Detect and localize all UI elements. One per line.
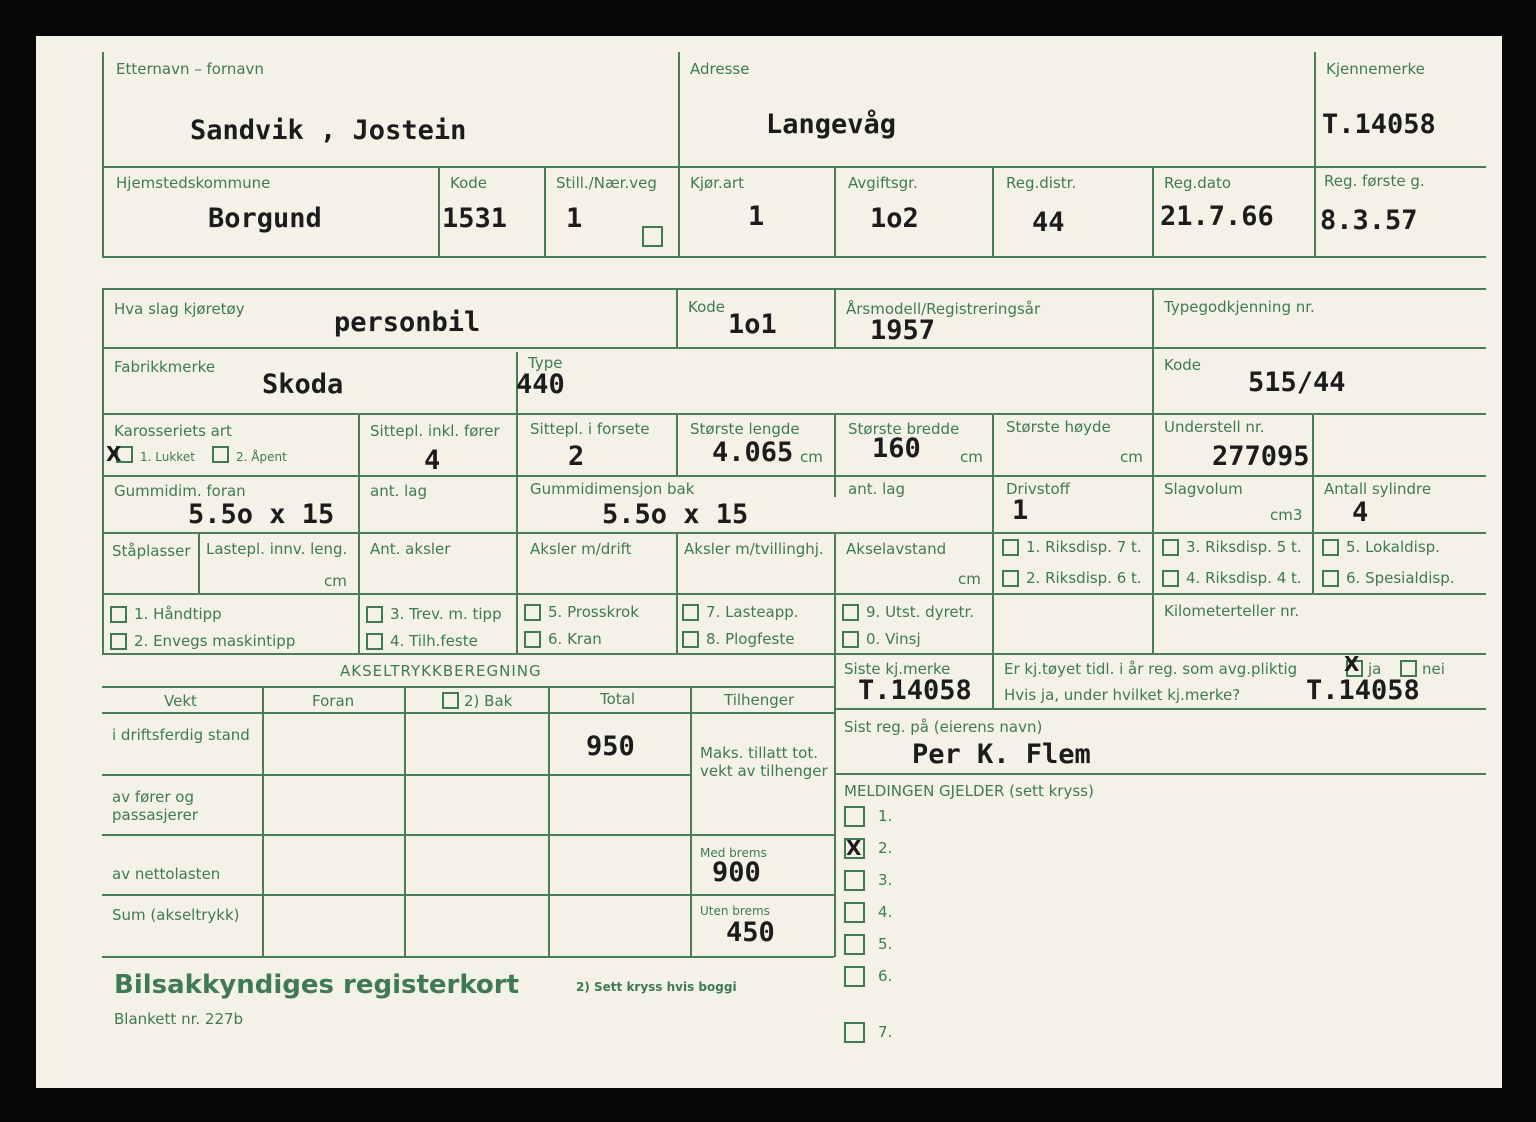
fee-group-value: 1o2 xyxy=(870,203,919,234)
rule xyxy=(1152,593,1154,654)
machine-tip-checkbox[interactable] xyxy=(110,633,127,650)
riksdisp-2-checkbox[interactable] xyxy=(1002,570,1019,587)
message-5-label: 5. xyxy=(878,935,893,953)
last-owner-value: Per K. Flem xyxy=(912,739,1091,770)
seats-label: Sittepl. inkl. fører xyxy=(370,422,500,440)
reg-district-label: Reg.distr. xyxy=(1006,174,1077,192)
wheelbase-label: Akselavstand xyxy=(846,540,947,558)
position-checkbox[interactable] xyxy=(642,226,663,247)
yes-label: ja xyxy=(1368,660,1382,678)
curb-weight-total: 950 xyxy=(586,731,635,762)
rule xyxy=(102,712,834,714)
rule xyxy=(690,686,692,957)
rule xyxy=(404,686,406,957)
rule xyxy=(198,532,200,594)
riksdisp-2-label: 2. Riksdisp. 6 t. xyxy=(1026,569,1142,587)
vehicle-kind-label: Hva slag kjøretøy xyxy=(114,300,245,318)
rule xyxy=(102,166,1486,168)
message-label: MELDINGEN GJELDER (sett kryss) xyxy=(844,782,1094,800)
without-brakes-label: Uten brems xyxy=(700,904,770,918)
driving-type-value: 1 xyxy=(748,201,765,232)
length-label: Største lengde xyxy=(690,420,800,438)
sum-label: Sum (akseltrykk) xyxy=(112,906,240,924)
crane-label: 6. Kran xyxy=(548,630,602,648)
chassis-value: 277095 xyxy=(1212,441,1310,472)
plate-value: T.14058 xyxy=(1322,109,1436,140)
riksdisp-3-checkbox[interactable] xyxy=(1162,539,1179,556)
address-value: Langevåg xyxy=(766,109,897,140)
message-7-checkbox[interactable] xyxy=(844,1022,865,1043)
driving-type-label: Kjør.art xyxy=(690,174,744,192)
rule xyxy=(102,256,1486,258)
make-value: Skoda xyxy=(262,369,344,400)
rear-col-header: 2) Bak xyxy=(464,692,513,710)
rule xyxy=(676,413,678,476)
message-2-check-mark: X xyxy=(846,836,862,860)
message-1-label: 1. xyxy=(878,807,893,825)
message-6-checkbox[interactable] xyxy=(844,966,865,987)
rule xyxy=(834,773,1486,775)
rule xyxy=(992,413,994,535)
rule xyxy=(102,475,1486,477)
wood-tip-label: 3. Trev. m. tipp xyxy=(390,605,502,623)
rule xyxy=(1152,288,1154,532)
height-unit: cm xyxy=(1120,448,1143,466)
last-plate-label: Siste kj.merke xyxy=(844,660,951,678)
rule xyxy=(1312,413,1314,535)
press-hook-label: 5. Prosskrok xyxy=(548,603,639,621)
driven-axles-label: Aksler m/drift xyxy=(530,540,632,558)
rule xyxy=(834,413,836,476)
odometer-label: Kilometerteller nr. xyxy=(1164,602,1300,620)
rule xyxy=(102,686,834,688)
loader-checkbox[interactable] xyxy=(682,604,699,621)
form-number: Blankett nr. 227b xyxy=(114,1010,244,1028)
hand-tip-label: 1. Håndtipp xyxy=(134,605,222,623)
rule xyxy=(438,166,440,257)
surname-value: Sandvik , Jostein xyxy=(190,115,467,146)
rule xyxy=(834,288,836,348)
open-checkbox[interactable] xyxy=(212,446,229,463)
vehicle-code-value: 1o1 xyxy=(728,309,777,340)
with-brakes-label: Med brems xyxy=(700,846,767,860)
bogie-checkbox[interactable] xyxy=(442,692,459,709)
rule xyxy=(102,288,104,654)
closed-label: 1. Lukket xyxy=(140,450,195,464)
first-reg-label: Reg. første g. xyxy=(1324,172,1425,190)
type-value: 440 xyxy=(516,369,565,400)
riksdisp-1-label: 1. Riksdisp. 7 t. xyxy=(1026,538,1142,556)
crane-checkbox[interactable] xyxy=(524,631,541,648)
type-approval-label: Typegodkjenning nr. xyxy=(1164,298,1315,316)
rule xyxy=(102,653,1486,655)
tow-hitch-checkbox[interactable] xyxy=(366,633,383,650)
first-reg-value: 8.3.57 xyxy=(1320,205,1418,236)
message-7-label: 7. xyxy=(878,1023,893,1041)
rule xyxy=(548,686,550,957)
trailer-col-header: Tilhenger xyxy=(724,691,795,709)
load-length-unit: cm xyxy=(324,572,347,590)
reg-date-value: 21.7.66 xyxy=(1160,201,1274,232)
plough-mount-label: 8. Plogfeste xyxy=(706,630,795,648)
hand-tip-checkbox[interactable] xyxy=(110,606,127,623)
card-title: Bilsakkyndiges registerkort xyxy=(114,970,520,1000)
curb-weight-label: i driftsferdig stand xyxy=(112,726,250,744)
rule xyxy=(102,288,1486,290)
rule xyxy=(102,774,692,776)
open-label: 2. Åpent xyxy=(236,450,287,464)
message-1-checkbox[interactable] xyxy=(844,806,865,827)
message-6-label: 6. xyxy=(878,967,893,985)
rule xyxy=(1152,532,1154,594)
rule xyxy=(544,166,546,257)
animal-equipment-checkbox[interactable] xyxy=(842,604,859,621)
previous-plate-value: T.14058 xyxy=(1306,675,1420,706)
message-2-label: 2. xyxy=(878,839,893,857)
rule xyxy=(678,52,680,167)
reg-date-label: Reg.dato xyxy=(1164,174,1232,192)
height-label: Største høyde xyxy=(1006,418,1111,436)
address-label: Adresse xyxy=(690,60,750,78)
rule xyxy=(262,686,264,957)
rule xyxy=(1312,532,1314,594)
make-code-value: 515/44 xyxy=(1248,367,1346,398)
riksdisp-4-checkbox[interactable] xyxy=(1162,570,1179,587)
machine-tip-label: 2. Envegs maskintipp xyxy=(134,632,296,650)
rule xyxy=(834,166,836,257)
body-type-label: Karosseriets art xyxy=(114,422,232,440)
rule xyxy=(102,347,1486,349)
twin-axles-label: Aksler m/tvillinghj. xyxy=(684,540,824,558)
surname-label: Etternavn – fornavn xyxy=(116,60,264,78)
cylinders-label: Antall sylindre xyxy=(1324,480,1432,498)
last-owner-label: Sist reg. på (eierens navn) xyxy=(844,718,1043,736)
total-col-header: Total xyxy=(600,690,636,708)
message-4-label: 4. xyxy=(878,903,893,921)
axle-load-heading: AKSELTRYKKBEREGNING xyxy=(340,662,542,680)
standing-label: Ståplasser xyxy=(112,542,191,560)
with-brakes-value: 900 xyxy=(712,857,761,888)
riksdisp-4-label: 4. Riksdisp. 4 t. xyxy=(1186,569,1302,587)
rule xyxy=(1152,166,1154,257)
driver-passengers-label: av fører og passasjerer xyxy=(112,788,198,824)
rule xyxy=(834,475,836,497)
rule xyxy=(102,52,104,257)
animal-equipment-label: 9. Utst. dyretr. xyxy=(866,603,975,621)
message-4-checkbox[interactable] xyxy=(844,902,865,923)
make-code-label: Kode xyxy=(1164,356,1202,374)
weight-col-header: Vekt xyxy=(164,692,197,710)
vehicle-code-label: Kode xyxy=(688,298,726,316)
rule xyxy=(102,593,1486,595)
cylinders-value: 4 xyxy=(1352,497,1369,528)
plough-mount-checkbox[interactable] xyxy=(682,631,699,648)
closed-check-mark: X xyxy=(106,442,122,466)
wheelbase-unit: cm xyxy=(958,570,981,588)
yes-check-mark: X xyxy=(1344,652,1360,676)
net-load-label: av nettolasten xyxy=(112,865,221,883)
fee-group-label: Avgiftsgr. xyxy=(848,174,918,192)
wood-tip-checkbox[interactable] xyxy=(366,606,383,623)
press-hook-checkbox[interactable] xyxy=(524,604,541,621)
front-col-header: Foran xyxy=(312,692,355,710)
no-label: nei xyxy=(1422,660,1445,678)
local-disp-label: 5. Lokaldisp. xyxy=(1346,538,1440,556)
previous-reg-label: Er kj.tøyet tidl. i år reg. som avg.pliktig xyxy=(1004,660,1298,678)
rule xyxy=(102,894,834,896)
front-tyre-value: 5.5o x 15 xyxy=(188,499,335,530)
plate-label: Kjennemerke xyxy=(1326,60,1425,78)
municipality-code-label: Kode xyxy=(450,174,488,192)
rule xyxy=(676,288,678,348)
rear-tyre-label: Gummidimensjon bak xyxy=(530,480,695,498)
riksdisp-3-label: 3. Riksdisp. 5 t. xyxy=(1186,538,1302,556)
displacement-label: Slagvolum xyxy=(1164,480,1243,498)
position-value: 1 xyxy=(566,203,583,234)
riksdisp-1-checkbox[interactable] xyxy=(1002,539,1019,556)
reg-district-value: 44 xyxy=(1032,207,1065,238)
message-5-checkbox[interactable] xyxy=(844,934,865,955)
chassis-label: Understell nr. xyxy=(1164,418,1265,436)
rear-ply-label: ant. lag xyxy=(848,480,905,498)
without-brakes-value: 450 xyxy=(726,917,775,948)
winch-label: 0. Vinsj xyxy=(866,630,921,648)
rule xyxy=(102,532,1486,534)
registration-card xyxy=(36,36,1502,1088)
special-disp-label: 6. Spesialdisp. xyxy=(1346,569,1455,587)
front-ply-label: ant. lag xyxy=(370,482,427,500)
winch-checkbox[interactable] xyxy=(842,631,859,648)
rule xyxy=(992,653,994,708)
seats-value: 4 xyxy=(424,445,441,476)
message-3-label: 3. xyxy=(878,871,893,889)
fuel-label: Drivstoff xyxy=(1006,480,1070,498)
message-3-checkbox[interactable] xyxy=(844,870,865,891)
municipality-code-value: 1531 xyxy=(442,203,508,234)
bogie-note: 2) Sett kryss hvis boggi xyxy=(576,980,737,994)
displacement-unit: cm3 xyxy=(1270,506,1303,524)
previous-plate-label: Hvis ja, under hvilket kj.merke? xyxy=(1004,686,1241,704)
model-year-value: 1957 xyxy=(870,315,936,346)
load-length-label: Lastepl. innv. leng. xyxy=(206,540,348,558)
front-seats-value: 2 xyxy=(568,441,585,472)
rule xyxy=(834,653,836,957)
width-value: 160 xyxy=(872,433,921,464)
last-plate-value: T.14058 xyxy=(858,675,972,706)
rule xyxy=(102,956,834,958)
length-unit: cm xyxy=(800,448,823,466)
make-label: Fabrikkmerke xyxy=(114,358,216,376)
front-seats-label: Sittepl. i forsete xyxy=(530,420,650,438)
type-label: Type xyxy=(528,354,563,372)
max-trailer-weight-label: Maks. tillatt tot. vekt av tilhenger xyxy=(700,744,828,780)
axle-count-label: Ant. aksler xyxy=(370,540,451,558)
loader-label: 7. Lasteapp. xyxy=(706,603,799,621)
length-value: 4.065 xyxy=(712,437,794,468)
special-disp-checkbox[interactable] xyxy=(1322,570,1339,587)
width-label: Største bredde xyxy=(848,420,960,438)
municipality-value: Borgund xyxy=(208,203,322,234)
fuel-value: 1 xyxy=(1012,495,1029,526)
municipality-label: Hjemstedskommune xyxy=(116,174,271,192)
rule xyxy=(992,166,994,257)
tow-hitch-label: 4. Tilh.feste xyxy=(390,632,478,650)
rear-tyre-value: 5.5o x 15 xyxy=(602,499,749,530)
width-unit: cm xyxy=(960,448,983,466)
vehicle-kind-value: personbil xyxy=(334,307,481,338)
rule xyxy=(102,413,1486,415)
rule xyxy=(678,166,680,257)
local-disp-checkbox[interactable] xyxy=(1322,539,1339,556)
model-year-label: Årsmodell/Registreringsår xyxy=(846,300,1041,318)
position-label: Still./Nær.veg xyxy=(556,174,657,192)
front-tyre-label: Gummidim. foran xyxy=(114,482,246,500)
rule xyxy=(102,834,834,836)
rule xyxy=(834,708,1486,710)
rule xyxy=(1314,52,1316,257)
